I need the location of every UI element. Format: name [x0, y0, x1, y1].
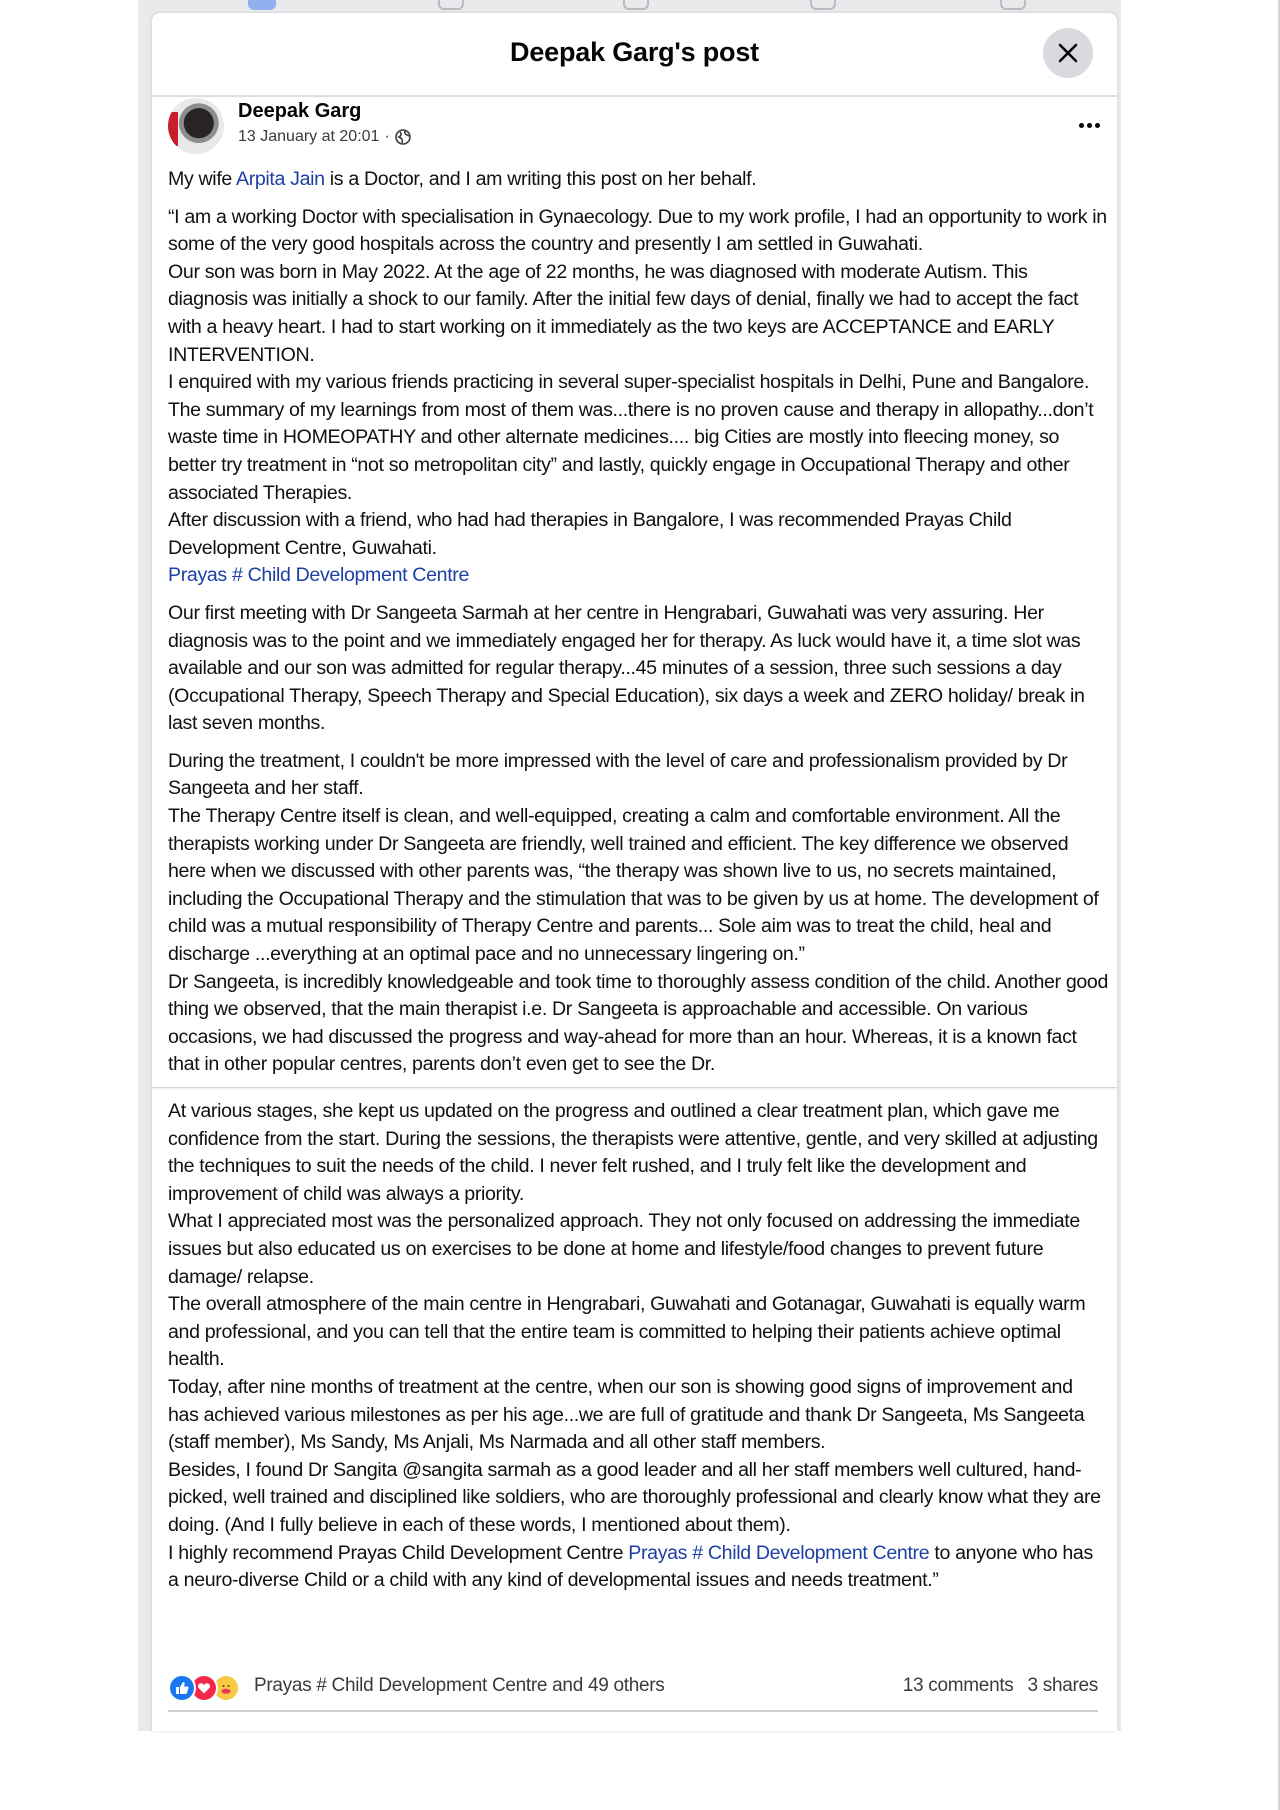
- intro-line: [168, 166, 1108, 194]
- spacer: [168, 194, 1108, 204]
- dialog-header: [152, 13, 1117, 97]
- paragraph: After discussion with a friend, who had had therapies in Bangalore, I was recommended Prayas Child Development Centre, Guwahati.: [168, 509, 1012, 559]
- footer-divider: [168, 1710, 1098, 1712]
- screenshot-seam: [152, 1079, 1117, 1088]
- dot: [1087, 123, 1092, 128]
- more-options-icon: [1079, 123, 1084, 128]
- dialog-title: Deepak Garg's post: [510, 37, 759, 67]
- page-link[interactable]: Prayas # Child Development Centre: [628, 1541, 930, 1564]
- post-author-header: [168, 98, 1098, 156]
- groups-icon[interactable]: [810, 0, 836, 10]
- comments-count[interactable]: 13 comments: [902, 1675, 1014, 1696]
- paragraph: The Therapy Centre itself is clean, and well-equipped, creating a calm and comfortable environment. All the therapists working under Dr Sangeeta are friendly, well trained and efficient. The key difference we observed here when we discussed with other parents was, “the therapy was shown live to us, no secrets maintained, including the Occupational Therapy and the stimulation that was to be given by us at home. The development of child was a mutual responsibility of Therapy Centre and parents... Sole aim was to treat the child, heal and discharge ...everything at an optimal pace and no unnecessary lingering on.”: [168, 805, 1099, 966]
- paragraph: What I appreciated most was the personalized approach. They not only focused on addressing the immediate issues but also educated us on exercises to be done at home and lifestyle/food changes to prevent future damage/ relapse.: [168, 1210, 1080, 1288]
- paragraph: Our son was born in May 2022. At the age of 22 months, he was diagnosed with moderate Autism. This diagnosis was initially a shock to our family. After the initial few days of denial, finally we had to accept the fact with a heavy heart. I had to start working on it immediately as the two keys are ACCEPTANCE and EARLY INTERVENTION.: [168, 260, 1079, 366]
- post-meta: [238, 128, 411, 146]
- paragraph: Besides, I found Dr Sangita @sangita sarmah as a good leader and all her staff members well cultured, hand-picked, well trained and disciplined like soldiers, who are thoroughly professional and clearly know what they are doing. (And I fully believe in each of these words, I mentioned about them).: [168, 1458, 1101, 1536]
- post-body: [168, 166, 1108, 1595]
- avatar[interactable]: [168, 98, 224, 154]
- paragraph: Our first meeting with Dr Sangeeta Sarmah at her centre in Hengrabari, Guwahati was very assuring. Her diagnosis was to the point and we immediately engaged her for therapy. As luck would have it, a time slot was available and our son was admitted for regular therapy...45 minutes of a session, three such sessions a day (Occupational Therapy, Speech Therapy and Special Education), six days a week and ZERO holiday/ break in last seven months.: [168, 601, 1085, 735]
- close-button[interactable]: [1043, 28, 1093, 78]
- post-dialog: [152, 13, 1117, 1731]
- post-timestamp[interactable]: 13 January at 20:01: [238, 128, 380, 145]
- paragraph: The overall atmosphere of the main centre in Hengrabari, Guwahati and Gotanagar, Guwahati is equally warm and professional, and you can tell that the entire team is committed to helping their patients achieve optimal health.: [168, 1293, 1086, 1371]
- closing-text: I highly recommend Prayas Child Development Centre: [168, 1541, 629, 1564]
- intro-text-end: is a Doctor, and I am writing this post on her behalf.: [324, 168, 757, 190]
- paragraph: “I am a working Doctor with specialisation in Gynaecology. Due to my work profile, I had an opportunity to work in some of the very good hospitals across the country and presently I am settled in Guwahati.: [168, 205, 1107, 256]
- spacer: [168, 738, 1108, 748]
- paragraph: At various stages, she kept us updated on the progress and outlined a clear treatment plan, which gave me confidence from the start. During the sessions, the therapists were attentive, gentle, and very skilled at adjusting the techniques to suit the needs of the child. I never felt rushed, and I truly felt like the development and improvement of child was always a priority.: [168, 1100, 1098, 1205]
- home-icon[interactable]: [248, 0, 276, 10]
- author-name[interactable]: Deepak Garg: [238, 100, 362, 122]
- more-options-button[interactable]: [1074, 115, 1104, 135]
- mention-link[interactable]: Arpita Jain: [235, 168, 325, 190]
- dot: [1095, 123, 1100, 128]
- marketplace-icon[interactable]: [623, 0, 649, 10]
- meta-separator: ·: [384, 128, 390, 145]
- page-link[interactable]: Prayas # Child Development Centre: [168, 564, 470, 587]
- gaming-icon[interactable]: [1000, 0, 1026, 10]
- intro-text: My wife: [168, 168, 236, 190]
- video-icon[interactable]: [438, 0, 464, 10]
- paragraph: During the treatment, I couldn't be more impressed with the level of care and professionalism provided by Dr Sangeeta and her staff.: [168, 749, 1068, 800]
- top-navigation: [138, 0, 1121, 13]
- closing-text-end: to anyone who has a neuro-diverse Child or a child with any kind of developmental issues and needs treatment.”: [168, 1541, 1093, 1592]
- closing-paragraph: [168, 1540, 1108, 1595]
- paragraph: Today, after nine months of treatment at the centre, when our son is showing good signs of improvement and has achieved various milestones as per his age...we are full of gratitude and thank Dr Sangeeta, Ms Sangeeta (staff member), Ms Sandy, Ms Anjali, Ms Narmada and all other staff members.: [168, 1375, 1085, 1454]
- reaction-icons[interactable]: [168, 1674, 234, 1702]
- close-icon: [1057, 42, 1079, 64]
- paragraph: I enquired with my various friends practicing in several super-specialist hospitals in Delhi, Pune and Bangalore. The summary of my learnings from most of them was...there is no proven cause and therapy in allopathy...don’t waste time in HOMEOPATHY and other alternate medicines.... big Cities are mostly into fleecing money, so better try treatment in “not so metropolitan city” and lastly, quickly engage in Occupational Therapy and other associated Therapies.: [168, 371, 1094, 504]
- engagement-counts: [903, 1675, 1098, 1697]
- reactions-summary[interactable]: Prayas # Child Development Centre and 49 others: [254, 1675, 665, 1696]
- spacer: [168, 590, 1108, 600]
- like-reaction-icon: [168, 1674, 196, 1702]
- globe-icon: [395, 129, 411, 145]
- shares-count[interactable]: 3 shares: [1027, 1675, 1098, 1696]
- paragraph: Dr Sangeeta, is incredibly knowledgeable and took time to thoroughly assess condition of the child. Another good thing we observed, that the main therapist i.e. Dr Sangeeta is approachable and accessible. On various occasions, we had discussed the progress and way-ahead for more than an hour. Whereas, it is a known fact that in other popular centres, parents don’t even get to see the Dr.: [168, 970, 1109, 1076]
- post-footer: [168, 1673, 1098, 1703]
